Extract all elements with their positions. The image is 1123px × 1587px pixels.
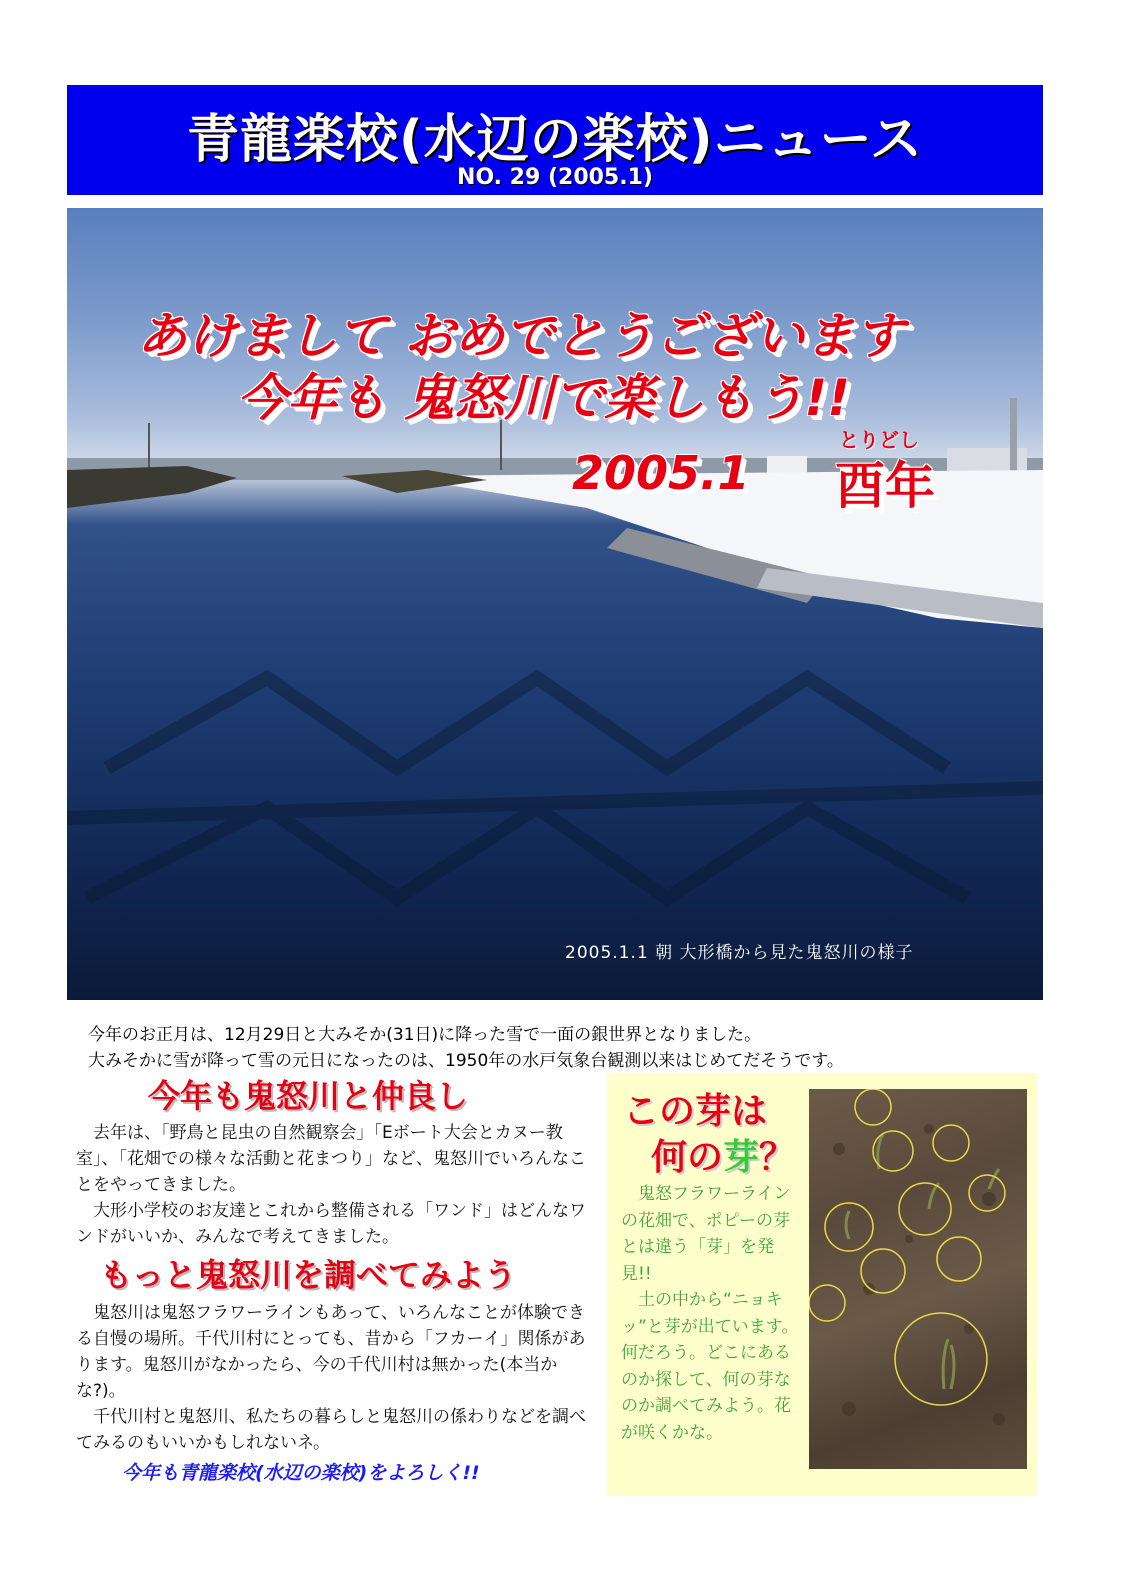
section-heading-1: 今年も鬼怒川と仲良し: [148, 1077, 469, 1115]
sprout-photo: [809, 1089, 1027, 1469]
greeting-line-2: 今年も 鬼怒川で楽しもう!!: [237, 369, 851, 427]
zodiac-ruby: とりどし: [839, 428, 919, 452]
intro-line-2: 大みそかに雪が降って雪の元日になったのは、1950年の水戸気象台観測以来はじめてだそうです。: [88, 1051, 844, 1071]
quiz-para-1: 鬼怒フラワーラインの花畑で、ポピーの芽とは違う「芽」を発見!!: [621, 1184, 791, 1284]
quiz-para-2: 土の中から“ニョキッ”と芽が出ています。何だろう。どこにあるのか探して、何の芽なのか調べてみよう。花が咲くかな。: [621, 1290, 799, 1443]
year-label: 2005.1: [572, 446, 750, 500]
sprout-quiz-box: [607, 1073, 1037, 1496]
intro-line-1: 今年のお正月は、12月29日と大みそか(31日)に降った雪で一面の銀世界となりました。: [88, 1025, 762, 1045]
photo-caption: 2005.1.1 朝 大形橋から見た鬼怒川の様子: [565, 943, 914, 963]
quiz-title-part-b: 芽: [723, 1137, 760, 1178]
greeting-line-1: あけまして おめでとうございます: [137, 307, 905, 365]
header-banner: [67, 85, 1043, 195]
quiz-title-line-1: この芽は: [623, 1091, 768, 1132]
section-1-para-1: 去年は、「野鳥と昆虫の自然観察会」「Eボート大会とカヌー教室」、「花畑での様々な活動と花まつり」など、鬼怒川でいろんなことをやってきました。: [76, 1123, 586, 1195]
newsletter-title: 青龍楽校(水辺の楽校)ニュース: [187, 110, 923, 170]
zodiac-label: 酉年: [835, 457, 935, 515]
section-2-para-1: 鬼怒川は鬼怒フラワーラインもあって、いろんなことが体験できる自慢の場所。千代川村にとっても、昔から「フカーイ」関係があります。鬼怒川がなかったら、今の千代川村は無かった(本当かな?)。: [76, 1303, 586, 1401]
closing-message: 今年も青龍楽校(水辺の楽校)をよろしく!!: [122, 1462, 480, 1484]
section-heading-2: もっと鬼怒川を調べてみよう: [100, 1256, 517, 1294]
section-2-para-2: 千代川村と鬼怒川、私たちの暮らしと鬼怒川の係わりなどを調べてみるのもいいかもしれないネ。: [76, 1407, 586, 1453]
issue-number: NO. 29 (2005.1): [457, 165, 653, 190]
section-1-para-2: 大形小学校のお友達とこれから整備される「ワンド」はどんなワンドがいいか、みんなで考えてきました。: [76, 1201, 586, 1247]
hero-photo: [67, 208, 1043, 1000]
sprout-photo-illustration: [809, 1089, 1027, 1469]
quiz-title-line-2: [651, 1129, 795, 1180]
quiz-title-part-c: ？: [759, 1137, 796, 1178]
quiz-text: [621, 1181, 801, 1446]
quiz-title-part-a: 何の: [651, 1137, 724, 1178]
